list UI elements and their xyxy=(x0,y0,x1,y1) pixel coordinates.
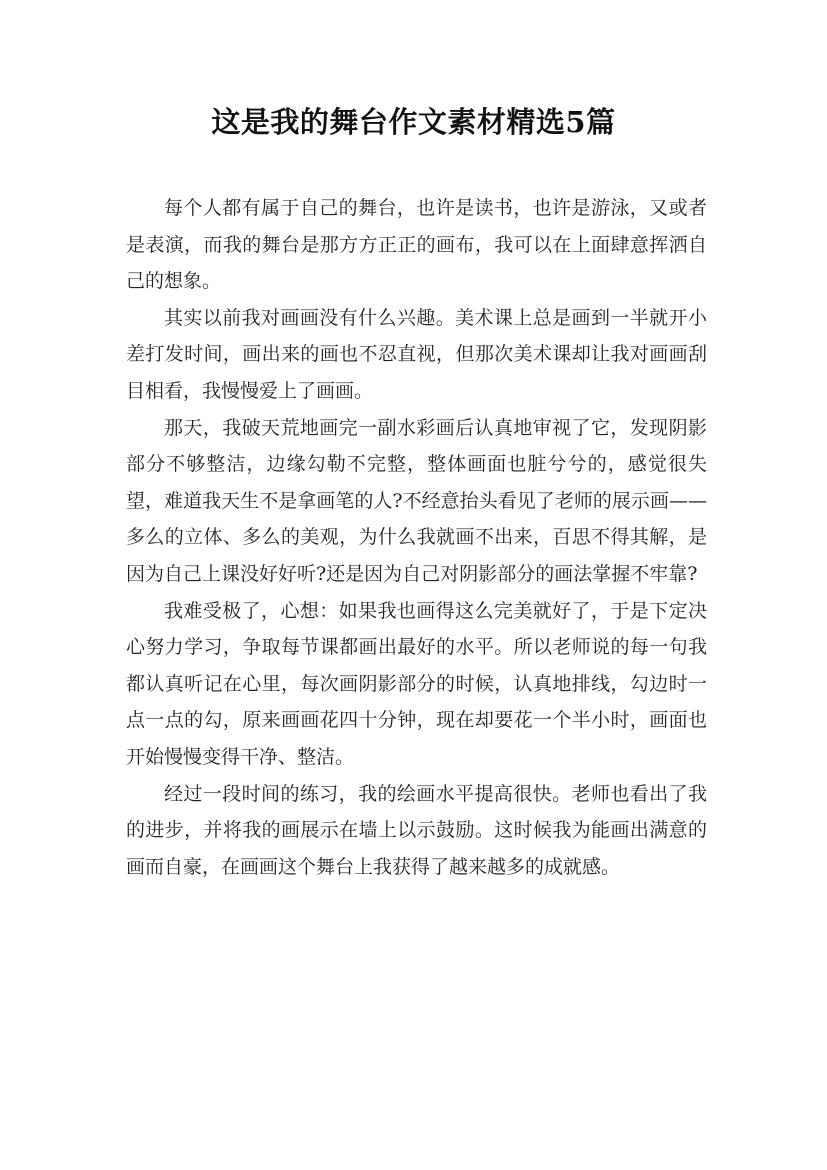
paragraph-4: 我难受极了，心想：如果我也画得这么完美就好了，于是下定决心努力学习，争取每节课都画出最好的水平。所以老师说的每一句我都认真听记在心里，每次画阴影部分的时候，认真地排线，勾边时一点一点的勾，原来画画花四十分钟，现在却要花一个半小时，画面也开始慢慢变得干净、整洁。 xyxy=(126,599,707,768)
document-title: 这是我的舞台作文素材精选5篇 xyxy=(211,105,616,139)
document-body xyxy=(126,190,707,885)
paragraph-1: 每个人都有属于自己的舞台，也许是读书，也许是游泳，又或者是表演，而我的舞台是那方方正正的画布，我可以在上面肆意挥洒自己的想象。 xyxy=(126,197,707,293)
paragraph-3: 那天，我破天荒地画完一副水彩画后认真地审视了它，发现阴影部分不够整洁，边缘勾勒不完整，整体画面也脏兮兮的，感觉很失望，难道我天生不是拿画笔的人?不经意抬头看见了老师的展示画——多么的立体、多么的美观，为什么我就画不出来，百思不得其解，是因为自己上课没好好听?还是因为自己对阴影部分的画法掌握不牢靠? xyxy=(126,416,707,585)
paragraph-5: 经过一段时间的练习，我的绘画水平提高很快。老师也看出了我的进步，并将我的画展示在墙上以示鼓励。这时候我为能画出满意的画而自豪，在画画这个舞台上我获得了越来越多的成就感。 xyxy=(126,782,707,878)
paragraph-2: 其实以前我对画画没有什么兴趣。美术课上总是画到一半就开小差打发时间，画出来的画也不忍直视，但那次美术课却让我对画画刮目相看，我慢慢爱上了画画。 xyxy=(126,306,707,402)
